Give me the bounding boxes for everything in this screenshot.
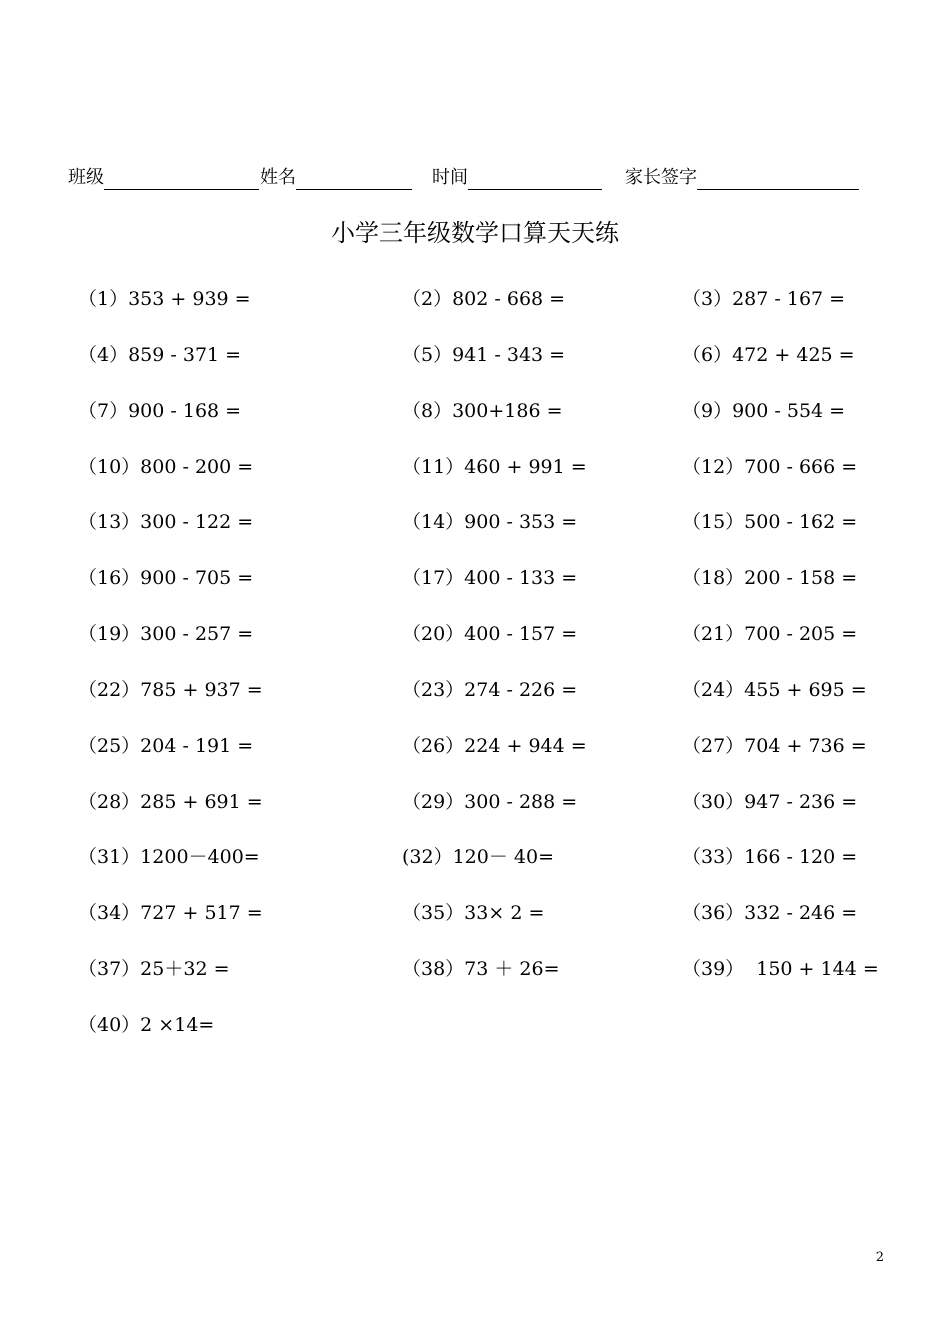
problem-row: [78, 284, 898, 340]
problem-item: （16）900 - 705 =: [78, 567, 254, 590]
problem-item: （11）460 + 991 =: [402, 455, 587, 478]
problem-item: （24）455 + 695 =: [682, 678, 867, 701]
problem-item: （30）947 - 236 =: [682, 790, 858, 813]
problem-row: [78, 563, 898, 619]
problem-item: （4）859 - 371 =: [78, 343, 242, 366]
parent-signature-blank-line[interactable]: [697, 165, 859, 190]
problem-item: （33）166 - 120 =: [682, 846, 858, 869]
problem-item: （21）700 - 205 =: [682, 623, 858, 646]
problem-row: [78, 731, 898, 787]
problem-item: （29）300 - 288 =: [402, 790, 578, 813]
problem-row: [78, 954, 898, 1010]
problem-item: （3）287 - 167 =: [682, 288, 846, 310]
problem-row: [78, 619, 898, 675]
problem-row: [78, 507, 898, 563]
problem-item: （13）300 - 122 =: [78, 511, 254, 534]
time-blank-line[interactable]: [468, 165, 602, 190]
problem-item: （28）285 + 691 =: [78, 790, 263, 813]
problem-row: [78, 675, 898, 731]
problem-item: （8）300+186 =: [402, 399, 563, 422]
problem-item: （35）33× 2 =: [402, 902, 545, 925]
time-field: [432, 162, 602, 190]
class-label: 班级: [68, 167, 104, 188]
problem-item: （1）353 + 939 =: [78, 288, 251, 310]
class-blank-line[interactable]: [104, 165, 259, 190]
problem-row: [78, 842, 898, 898]
name-field: [260, 162, 412, 190]
problem-row: [78, 452, 898, 508]
parent-signature-label: 家长签字: [625, 167, 697, 188]
problem-item: （14）900 - 353 =: [402, 511, 578, 534]
problem-item: （2）802 - 668 =: [402, 288, 566, 310]
problem-item: （40）2 ×14=: [78, 1013, 215, 1036]
page-number: 2: [875, 1250, 884, 1265]
problem-grid: [78, 284, 898, 1066]
problem-item: （6）472 + 425 =: [682, 343, 855, 366]
problem-item: （34）727 + 517 =: [78, 902, 263, 925]
time-label: 时间: [432, 167, 468, 188]
problem-item: （18）200 - 158 =: [682, 567, 858, 590]
problem-item: （26）224 + 944 =: [402, 734, 587, 757]
problem-row: [78, 340, 898, 396]
problem-item: （7）900 - 168 =: [78, 399, 242, 422]
problem-item: （12）700 - 666 =: [682, 455, 858, 478]
class-field: [68, 162, 259, 190]
problem-item: （20）400 - 157 =: [402, 623, 578, 646]
problem-item: （37）25＋32 =: [78, 958, 230, 981]
problem-item: （23）274 - 226 =: [402, 678, 578, 701]
student-info-header: [68, 162, 868, 190]
problem-item: （27）704 + 736 =: [682, 734, 867, 757]
problem-item: （25）204 - 191 =: [78, 734, 254, 757]
problem-item: （39） 150 + 144 =: [682, 958, 879, 981]
problem-item: （38）73 ＋ 26=: [402, 958, 560, 981]
problem-item: （15）500 - 162 =: [682, 511, 858, 534]
problem-item: （22）785 + 937 =: [78, 678, 263, 701]
worksheet-title: 小学三年级数学口算天天练: [331, 219, 619, 247]
problem-item: （36）332 - 246 =: [682, 902, 858, 925]
name-label: 姓名: [260, 167, 296, 188]
parent-signature-field: [625, 162, 859, 190]
problem-item: （19）300 - 257 =: [78, 623, 254, 646]
problem-item: （31）1200－400=: [78, 846, 260, 869]
problem-item: （10）800 - 200 =: [78, 455, 254, 478]
problem-row: [78, 787, 898, 843]
problem-item: (32）120－ 40=: [402, 846, 554, 869]
problem-item: （17）400 - 133 =: [402, 567, 578, 590]
problem-row: [78, 1010, 898, 1066]
problem-row: [78, 396, 898, 452]
problem-row: [78, 898, 898, 954]
problem-item: （9）900 - 554 =: [682, 399, 846, 422]
name-blank-line[interactable]: [296, 165, 412, 190]
problem-item: （5）941 - 343 =: [402, 343, 566, 366]
